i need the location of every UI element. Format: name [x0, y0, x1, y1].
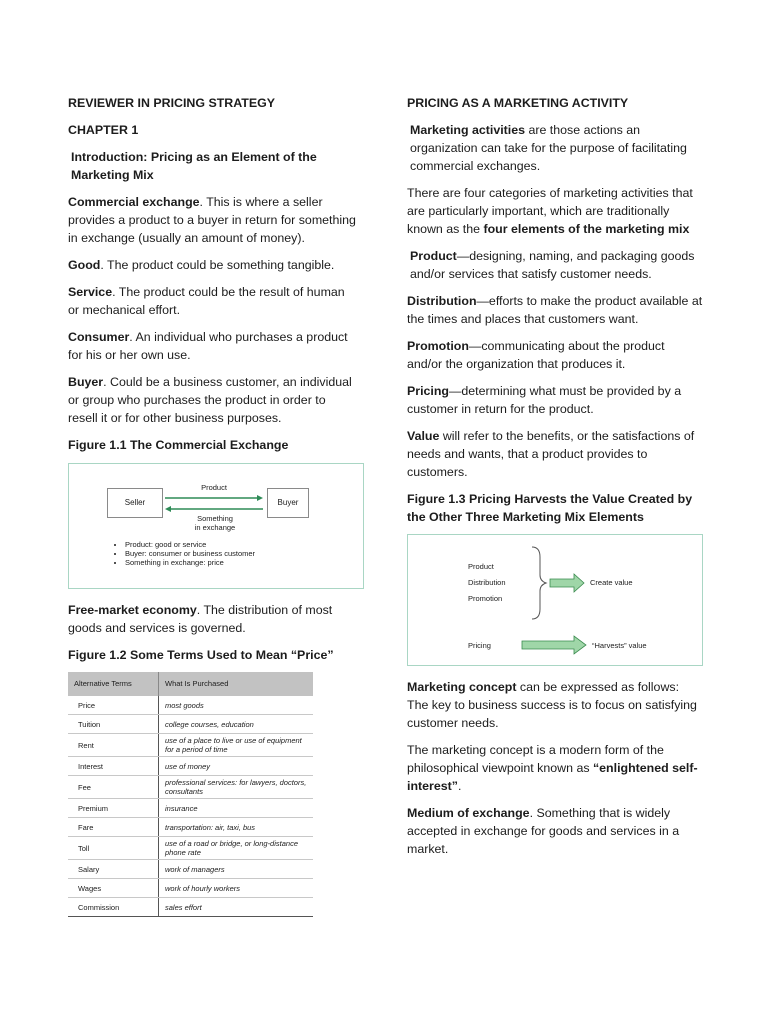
- table-row: Toll use of a road or bridge, or long-distance phone rate: [68, 837, 313, 860]
- table-header-terms: Alternative Terms: [68, 672, 159, 696]
- right-column: [407, 94, 703, 867]
- left-column: [68, 94, 358, 917]
- fig13-create-value: Create value: [590, 578, 633, 587]
- element-product: Product—designing, naming, and packaging goods and/or services that satisfy customer needs.: [410, 249, 695, 281]
- fig13-pricing-label: Pricing: [468, 641, 491, 650]
- brace-and-arrow: [528, 545, 588, 621]
- fig13-promotion-label: Promotion: [468, 594, 503, 603]
- exchange-arrows: [163, 494, 265, 514]
- section-title: PRICING AS A MARKETING ACTIVITY: [407, 96, 629, 110]
- table-row: Commission sales effort: [68, 898, 313, 917]
- four-categories-paragraph: There are four categories of marketing activities that are particularly important, which are traditionally known as the four elements of the marketing mix: [407, 186, 693, 236]
- document-title: REVIEWER IN PRICING STRATEGY: [68, 96, 275, 110]
- element-pricing: Pricing—determining what must be provided by a customer in return for the product.: [407, 384, 682, 416]
- fig13-harvests-value: “Harvests” value: [592, 641, 647, 650]
- table-row: Fee professional services: for lawyers, doctors, consultants: [68, 776, 313, 799]
- table-row: Premium insurance: [68, 799, 313, 818]
- chapter-heading: CHAPTER 1: [68, 123, 139, 137]
- figure-1-1-legend: • Product: good or service • Buyer: consumer or business customer • Something in exchange: price: [115, 540, 255, 567]
- table-header-purchased: What Is Purchased: [159, 672, 314, 696]
- table-row: Wages work of hourly workers: [68, 879, 313, 898]
- fig13-product-label: Product: [468, 562, 494, 571]
- element-promotion: Promotion—communicating about the product and/or the organization that produces it.: [407, 339, 665, 371]
- definition-buyer: Buyer. Could be a business customer, an individual or group who purchases the product in order to resell it or for other business purposes.: [68, 375, 352, 425]
- table-row: Tuition college courses, education: [68, 715, 313, 734]
- definition-medium-of-exchange: Medium of exchange. Something that is widely accepted in exchange for goods and services in a market.: [407, 806, 680, 856]
- product-label: Product: [201, 483, 227, 492]
- definition-marketing-concept: Marketing concept can be expressed as follows: The key to business success is to focus on satisfying customer needs.: [407, 680, 697, 730]
- definition-value: Value will refer to the benefits, or the satisfactions of needs and wants, that a product provides to customers.: [407, 429, 695, 479]
- figure-1-1-diagram: [68, 463, 364, 589]
- marketing-concept-paragraph: The marketing concept is a modern form of the philosophical viewpoint known as “enlightened self-interest”.: [407, 743, 698, 793]
- something-label: Something in exchange: [194, 514, 236, 532]
- table-row: Salary work of managers: [68, 860, 313, 879]
- figure-1-1-caption: Figure 1.1 The Commercial Exchange: [68, 438, 289, 452]
- buyer-box: Buyer: [267, 488, 309, 518]
- definition-commercial-exchange: Commercial exchange. This is where a seller provides a product to a buyer in return for something in exchange (usually an amount of money).: [68, 195, 356, 245]
- intro-heading: Introduction: Pricing as an Element of the Marketing Mix: [71, 150, 317, 182]
- figure-1-2-caption: Figure 1.2 Some Terms Used to Mean “Price”: [68, 648, 334, 662]
- definition-good: Good. The product could be something tangible.: [68, 258, 335, 272]
- price-terms-table: [68, 672, 313, 917]
- table-row: Rent use of a place to live or use of equipment for a period of time: [68, 734, 313, 757]
- table-row: Price most goods: [68, 696, 313, 715]
- pricing-arrow: [520, 635, 590, 655]
- figure-1-3-diagram: [407, 534, 703, 666]
- table-row: Interest use of money: [68, 757, 313, 776]
- seller-box: Seller: [107, 488, 163, 518]
- definition-marketing-activities: Marketing activities are those actions an organization can take for the purpose of facilitating commercial exchanges.: [410, 123, 687, 173]
- table-row: Fare transportation: air, taxi, bus: [68, 818, 313, 837]
- fig13-distribution-label: Distribution: [468, 578, 506, 587]
- definition-service: Service. The product could be the result of human or mechanical effort.: [68, 285, 345, 317]
- definition-free-market: Free-market economy. The distribution of most goods and services is governed.: [68, 603, 333, 635]
- element-distribution: Distribution—efforts to make the product available at the times and places that customers want.: [407, 294, 703, 326]
- definition-consumer: Consumer. An individual who purchases a product for his or her own use.: [68, 330, 348, 362]
- figure-1-3-caption: Figure 1.3 Pricing Harvests the Value Created by the Other Three Marketing Mix Elements: [407, 492, 693, 524]
